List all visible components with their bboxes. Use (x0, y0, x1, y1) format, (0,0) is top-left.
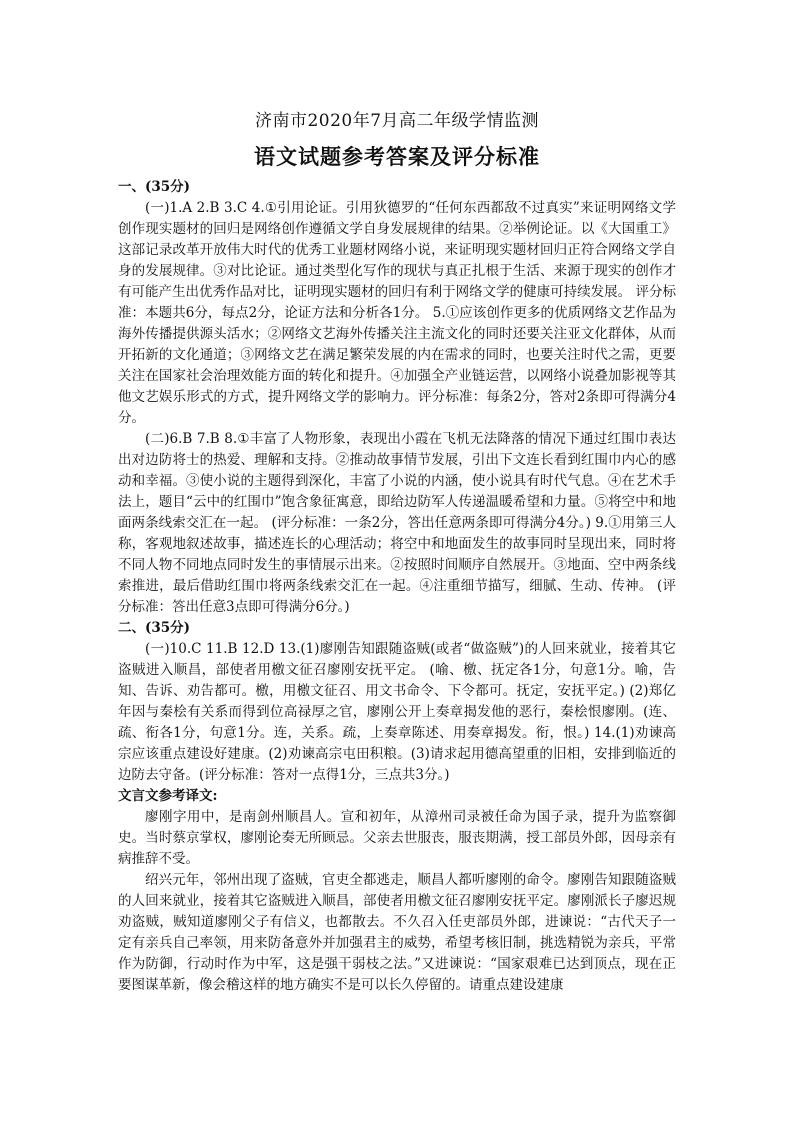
page-subtitle: 语文试题参考答案及评分标准 (254, 144, 540, 169)
section-two-heading: 二、(35分) (118, 620, 191, 636)
page-title: 济南市2020年7月高二年级学情监测 (254, 111, 540, 131)
translation-heading: 文言文参考译文: (118, 788, 218, 804)
section-one-part-one: (一)1.A 2.B 3.C 4.①引用论证。引用狄德罗的“任何东西都敌不过真实”来证明网络文学创作现实题材的回归是网络创作遵循文学自身发展规律的结果。②举例论证。以《大国重工》这部记录改革开放伟大时代的优秀工业题材网络小说，来证明现实题材回归正符合网络文学自身的发展规律。③对比论证。通过类型化写作的现状与真正扎根于生活、来源于现实的创作才有可能产生出优秀作品对比，证明现实题材的回归有利于网络文学的健康可持续发展。 评分标准：本题共6分，每点2分，论证方法和分析各1分。 5.①应该创作更多的优质网络文艺作品为海外传播提供源头活水；②网络文艺海外传播关注主流文化的同时还要关注亚文化群体，从而开拓新的文化通道；③网络文艺在满足繁荣发展的内在需求的同时，也要关注时代之需，更要关注在国家社会治理效能方面的转化和提升。④加强全产业链运营，以网络小说叠加影视等其他文艺娱乐形式的方式，提升网络文学的影响力。评分标准：每条2分，答对2条即可得满分4分。 (118, 200, 676, 426)
section-one-part-two: (二)6.B 7.B 8.①丰富了人物形象，表现出小霞在飞机无法降落的情况下通过红围巾表达出对边防将士的热爱、理解和支持。②推动故事情节发展，引出下文连长看到红围巾内心的感动和幸福。③使小说的主题得到深化，丰富了小说的内涵，使小说具有时代气息。④在艺术手法上，题目“云中的红围巾”饱含象征寓意，即给边防军人传递温暖希望和力量。⑤将空中和地面两条线索交汇在一起。 (评分标准：一条2分，答出任意两条即可得满分4分。) 9.①用第三人称，客观地叙述故事，描述连长的心理活动；将空中和地面发生的故事同时呈现出来，同时将不同人物不同地点同时发生的事情展示出来。②按照时间顺序自然展开。③地面、空中两条线索推进，最后借助红围巾将两条线索交汇在一起。④注重细节描写，细腻、生动、传神。 (评分标准：答出任意3点即可得满分6分。) (118, 431, 676, 615)
translation-paragraph-two: 绍兴元年，邻州出现了盗贼，官吏全都逃走，顺昌人都听廖刚的命令。廖刚告知跟随盗贼的人回来就业，接着其它盗贼进入顺昌，部使者用檄文征召廖刚安抚平定。廖刚派长子廖迟规劝盗贼，贼知道廖刚父子有信义，也都散去。不久召入任吏部员外郎，进谏说：“古代天子一定有亲兵自己率领，用来防备意外并加强君主的威势，希望考核旧制，挑选精锐为亲兵，平常作为防御，行动时作为中军，这是强干弱枝之法。”又进谏说：“国家艰难已达到顶点，现在正要图谋革新，像会稽这样的地方确实不是可以长久停留的。请重点建设建康 (118, 872, 676, 993)
section-one-heading: 一、(35分) (118, 179, 191, 195)
translation-paragraph-one: 廖刚字用中，是南剑州顺昌人。宣和初年，从漳州司录被任命为国子录，提升为监察御史。当时蔡京掌权，廖刚论奏无所顾忌。父亲去世服丧，服丧期满，授工部员外郎，因母亲有病推辞不受。 (118, 809, 676, 867)
section-two-part-one: (一)10.C 11.B 12.D 13.(1)廖刚告知跟随盗贼(或者“做盗贼”)的人回来就业，接着其它盗贼进入顺昌，部使者用檄文征召廖刚安抚平定。 (喻、檄、抚定各1分，句意1分。喻，告知、告诉、劝告都可。檄，用檄文征召、用文书命令、下令都可。抚定，安抚平定。) (2)郑亿年因与秦桧有关系而得到位高禄厚之官，廖刚公开上奏章揭发他的恶行，秦桧恨廖刚。(连、疏、衔各1分，句意1分。连，关系。疏，上奏章陈述、用奏章揭发。衔，恨。) 14.(1)劝谏高宗应该重点建设好建康。(2)劝谏高宗屯田积粮。(3)请求起用德高望重的旧相，安排到临近的边防去守备。(评分标准：答对一点得1分，三点共3分。) (118, 641, 676, 783)
